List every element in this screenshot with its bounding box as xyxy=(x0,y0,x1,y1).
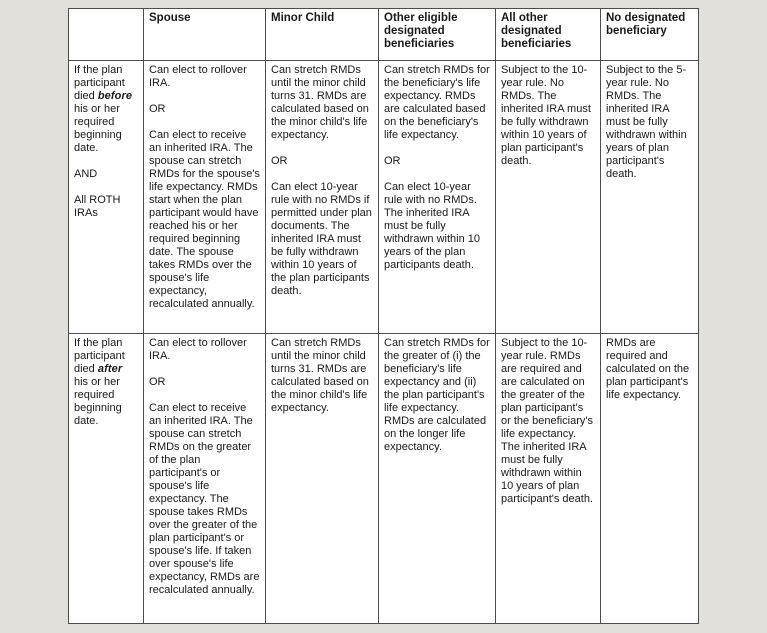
table-row xyxy=(69,61,699,334)
column-header: Minor Child xyxy=(266,9,379,61)
table-row xyxy=(69,334,699,624)
cell-paragraph: Can elect to rollover IRA. xyxy=(149,337,247,362)
cell-paragraph: All ROTH IRAs xyxy=(74,194,121,219)
column-header: Spouse xyxy=(144,9,266,61)
row-label-column-header xyxy=(69,9,144,61)
cell-paragraph: If the plan participant died before his or her required beginning date. xyxy=(74,64,133,154)
beneficiary-rules-table xyxy=(68,8,699,624)
table-cell xyxy=(496,61,601,334)
cell-paragraph: RMDs are required and calculated on the plan participant's life expectancy. xyxy=(606,337,690,401)
cell-paragraph: OR xyxy=(149,376,166,388)
cell-paragraph: Subject to the 10-year rule. RMDs are required and are calculated on the greater of the plan participant's or the beneficiary's life expectancy. The inherited IRA must be fully withdrawn within 10 years of plan participant's death. xyxy=(501,337,593,505)
table-cell xyxy=(266,334,379,624)
cell-paragraph: AND xyxy=(74,168,98,180)
table-cell xyxy=(379,334,496,624)
table-cell xyxy=(601,61,699,334)
table-cell xyxy=(266,61,379,334)
row-label-cell xyxy=(69,61,144,334)
table-cell xyxy=(379,61,496,334)
column-header: All other designated beneficiaries xyxy=(496,9,601,61)
cell-paragraph: Subject to the 10-year rule. No RMDs. The inherited IRA must be fully withdrawn within 10 years of plan participant's death. xyxy=(501,64,591,167)
cell-paragraph: OR xyxy=(271,155,288,167)
column-header: No designated beneficiary xyxy=(601,9,699,61)
table-cell xyxy=(144,334,266,624)
table-cell xyxy=(601,334,699,624)
cell-paragraph: If the plan participant died after his or her required beginning date. xyxy=(74,337,125,427)
cell-paragraph: Can stretch RMDs for the greater of (i) the beneficiary's life expectancy and (ii) the plan participant's life expectancy. RMDs are calculated on the longer life expectancy. xyxy=(384,337,490,453)
table-cell xyxy=(496,334,601,624)
cell-paragraph: OR xyxy=(384,155,401,167)
cell-paragraph: Can elect 10-year rule with no RMDs. The inherited IRA must be fully withdrawn within 10 years of the plan participants death. xyxy=(384,181,480,271)
cell-paragraph: Can stretch RMDs until the minor child turns 31. RMDs are calculated based on the minor child's life expectancy. xyxy=(271,64,369,141)
column-header: Other eligible designated beneficiaries xyxy=(379,9,496,61)
row-label-cell xyxy=(69,334,144,624)
cell-paragraph: Can elect 10-year rule with no RMDs if permitted under plan documents. The inherited IRA must be fully withdrawn within 10 years of the plan participants death. xyxy=(271,181,372,297)
cell-paragraph: Subject to the 5-year rule. No RMDs. The inherited IRA must be fully withdrawn within years of plan participant's death. xyxy=(606,64,687,180)
header-row xyxy=(69,9,699,61)
cell-paragraph: Can stretch RMDs until the minor child turns 31. RMDs are calculated based on the minor child's life expectancy. xyxy=(271,337,369,414)
table-cell xyxy=(144,61,266,334)
cell-paragraph: Can elect to receive an inherited IRA. The spouse can stretch RMDs for the spouse's life expectancy. RMDs start when the plan participant would have reached his or her required beginning date. The spouse takes RMDs over the spouse's life expectancy, recalculated annually. xyxy=(149,129,260,310)
cell-paragraph: OR xyxy=(149,103,166,115)
cell-paragraph: Can stretch RMDs for the beneficiary's life expectancy. RMDs are calculated based on the beneficiary's life expectancy. xyxy=(384,64,490,141)
cell-paragraph: Can elect to rollover IRA. xyxy=(149,64,247,89)
cell-paragraph: Can elect to receive an inherited IRA. The spouse can stretch RMDs on the greater of the plan participant's or spouse's life expectancy. The spouse takes RMDs over the greater of the plan participant's or spouse's life. If taken over spouse's life expectancy, RMDs are recalculated annually. xyxy=(149,402,260,596)
table-body xyxy=(69,61,699,624)
